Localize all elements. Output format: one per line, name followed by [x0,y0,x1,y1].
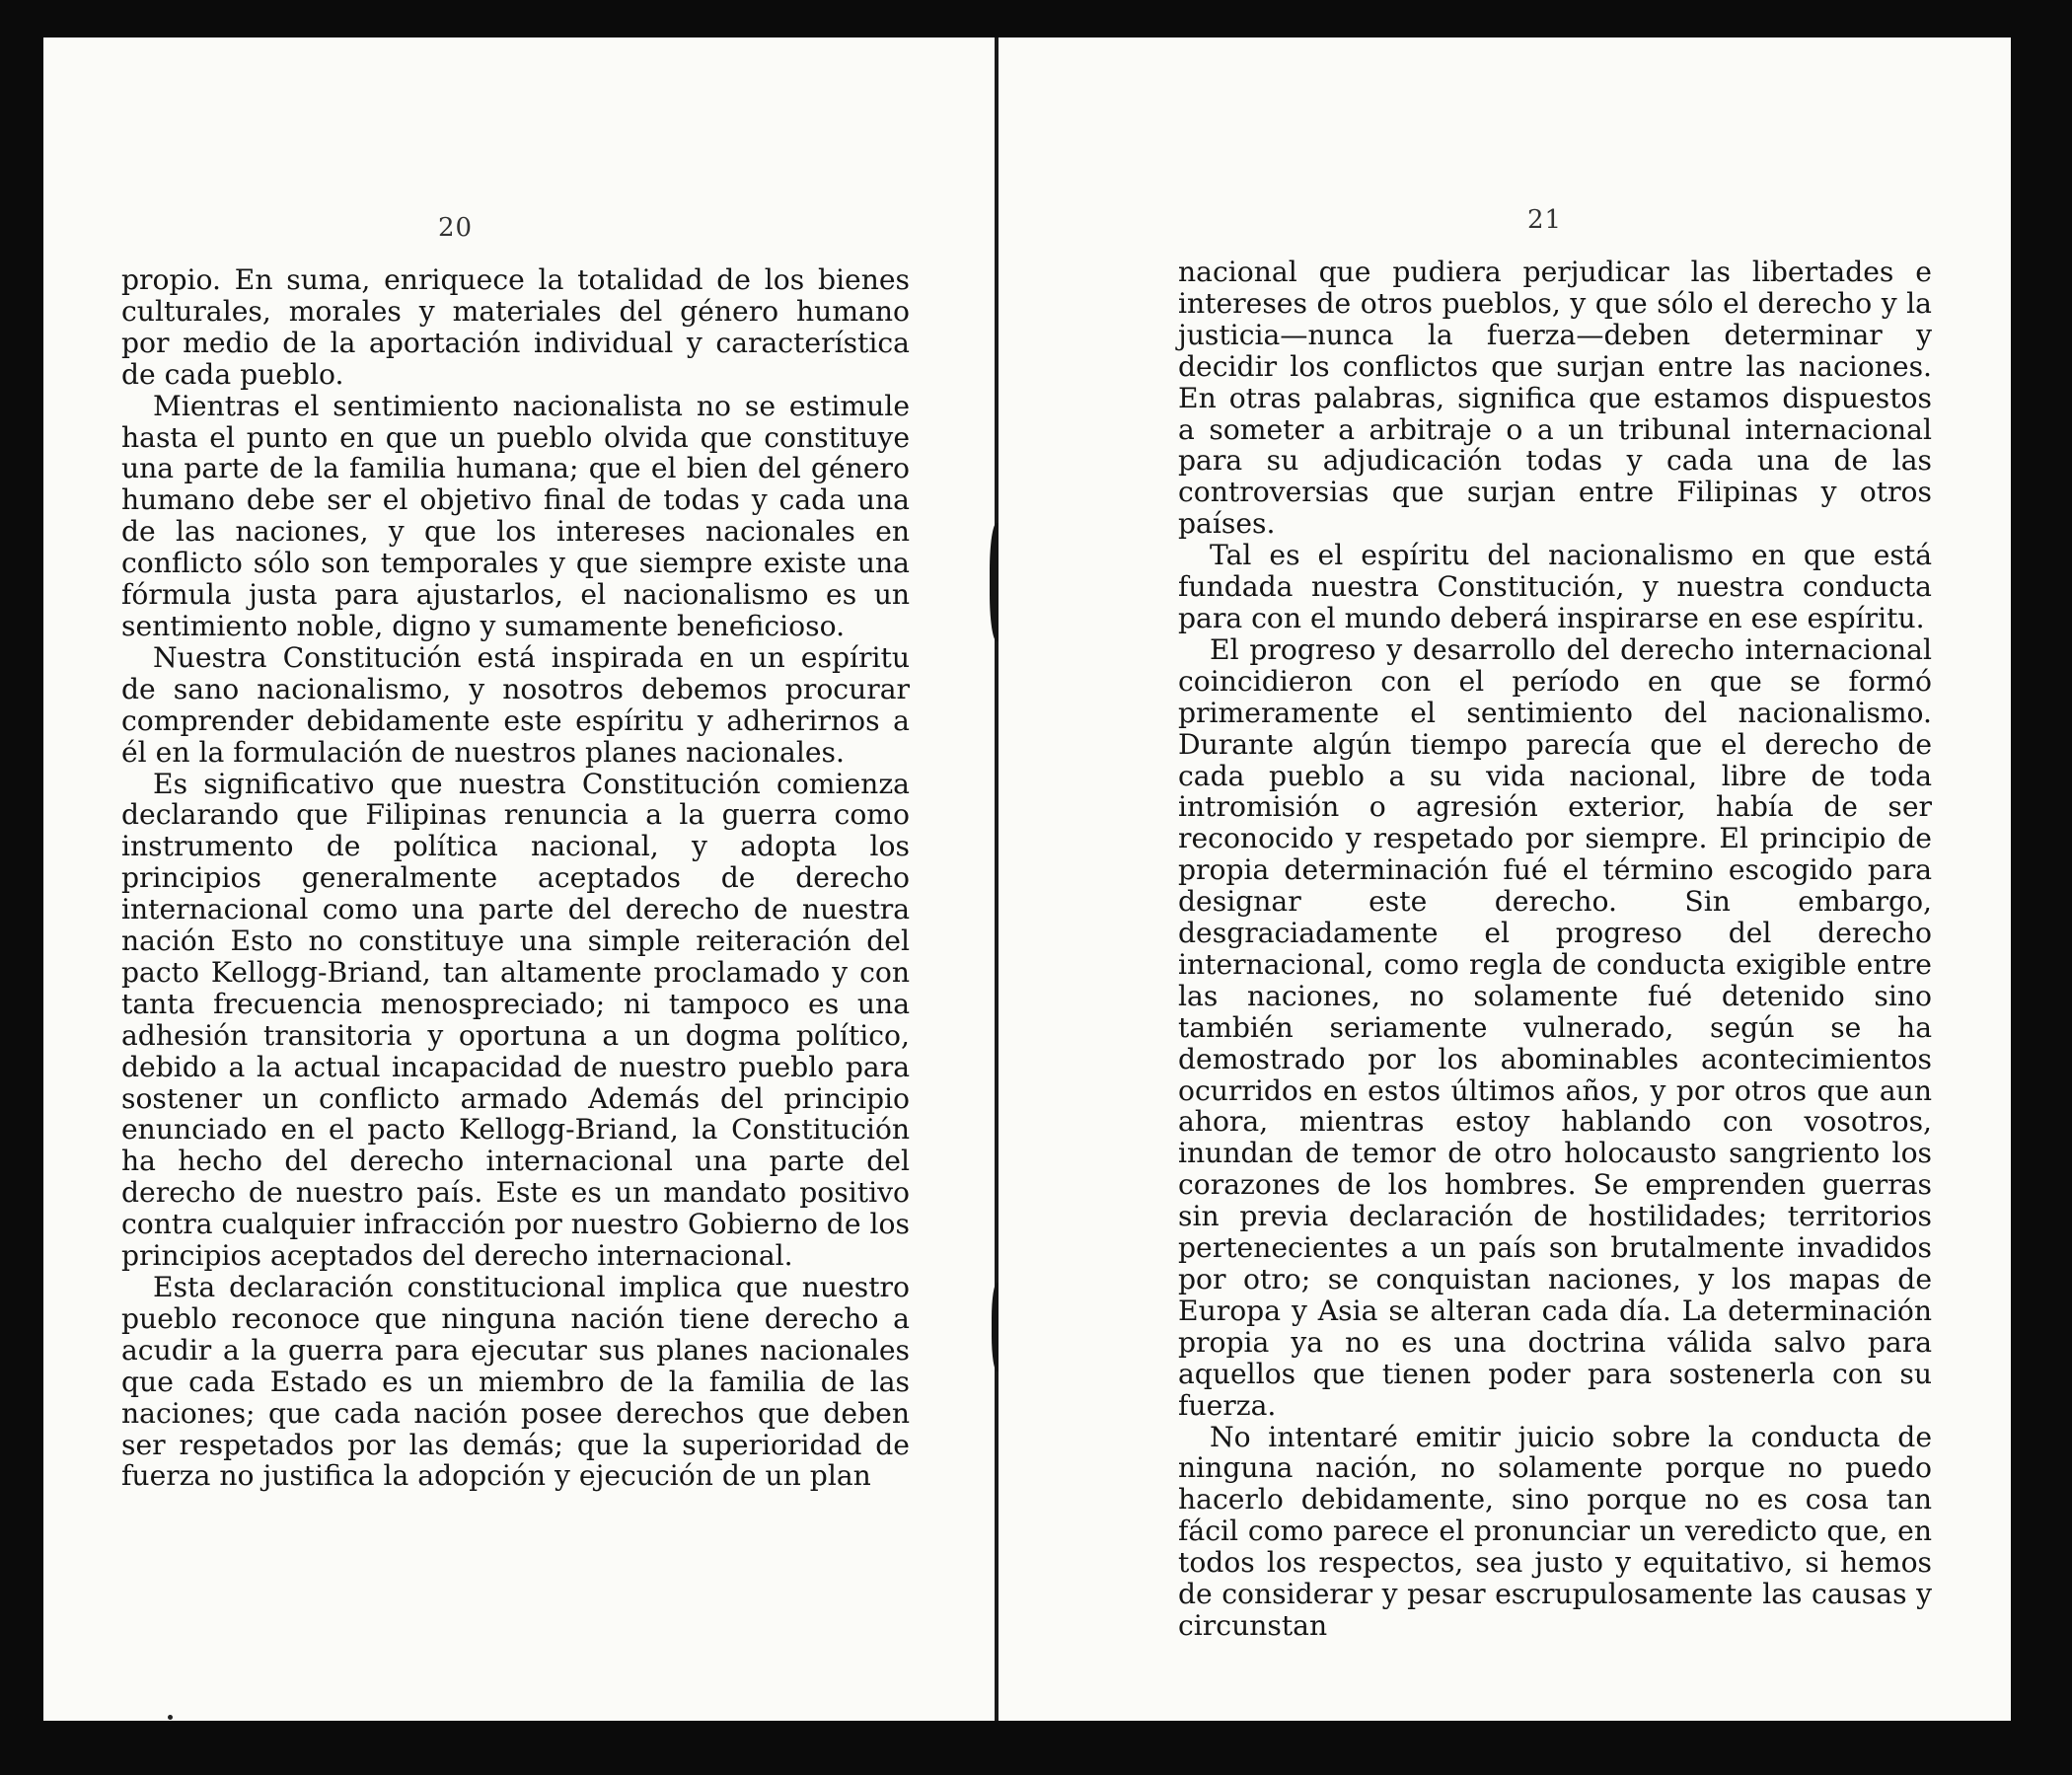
left-paragraph-1: propio. En suma, enriquece la totalidad de los bienes culturales, morales y materiales del género humano por medio de la aportación individual y característica de cada pueblo. [121,263,910,391]
right-paragraph-1: nacional que pudiera perjudicar las libertades e intereses de otros pueblos, y que sólo el derecho y la justicia—nunca la fuerza—deben determinar y decidir los conflictos que surjan entre las naciones. En otras palabras, significa que estamos dispuestos a someter a arbitraje o a un tribunal internacional para su adjudicación todas y cada una de las controversias que surjan entre Filipinas y otros países. [1178,256,1932,541]
right-page [999,37,2011,1721]
scan-speck [168,1715,173,1720]
page-number-right: 21 [1527,205,1563,235]
right-text-column [1178,257,1932,1642]
right-paragraph-4: No intentaré emitir juicio sobre la conducta de ninguna nación, no solamente porque no puedo hacerlo debidamente, sino porque no es cosa tan fácil como parece el pronunciar un veredicto que, en todos los respectos, sea justo y equitativo, si hemos de considerar y pesar escrupulosamente las causas y circunstan [1178,1420,1932,1642]
left-paragraph-5: Esta declaración constitucional implica que nuestro pueblo reconoce que ninguna nación tiene derecho a acudir a la guerra para ejecutar sus planes nacionales que cada Estado es un miembro de la familia de las naciones; que cada nación posee derechos que deben ser respetados por las demás; que la superioridad de fuerza no justifica la adopción y ejecución de un plan [121,1271,910,1493]
left-paragraph-4: Es significativo que nuestra Constitución comienza declarando que Filipinas renuncia a la guerra como instrumento de política nacional, y adopta los principios generalmente aceptados de derecho internacional como una parte del derecho de nuestra nación Esto no constituye una simple reiteración del pacto Kellogg-Briand, tan altamente proclamado y con tanta frecuencia menospreciado; ni tampoco es una adhesión transitoria y oportuna a un dogma político, debido a la actual incapacidad de nuestro pueblo para sostener un conflicto armado Además del principio enunciado en el pacto Kellogg-Briand, la Constitución ha hecho del derecho internacional una parte del derecho de nuestro país. Este es un mandato positivo contra cualquier infracción por nuestro Gobierno de los principios aceptados del derecho internacional. [121,767,910,1273]
left-paragraph-2: Mientras el sentimiento nacionalista no se estimule hasta el punto en que un pueblo olvida que constituye una parte de la familia humana; que el bien del género humano debe ser el objetivo final de todas y cada una de las naciones, y que los intereses nacionales en conflicto sólo son temporales y que siempre existe una fórmula justa para ajustarlos, el nacionalismo es un sentimiento noble, digno y sumamente beneficioso. [121,389,910,642]
left-page [43,37,999,1721]
left-paragraph-3: Nuestra Constitución está inspirada en un espíritu de sano nacionalismo, y nosotros debemos procurar comprender debidamente este espíritu y adherirnos a él en la formulación de nuestros planes nacionales. [121,640,910,769]
right-paragraph-3: El progreso y desarrollo del derecho internacional coincidieron con el período en que se formó primeramente el sentimiento del nacionalismo. Durante algún tiempo parecía que el derecho de cada pueblo a su vida nacional, libre de toda intromisión o agresión exterior, había de ser reconocido y respetado por siempre. El principio de propia determinación fué el término escogido para designar este derecho. Sin embargo, desgraciadamente el progreso del derecho internacional, como regla de conducta exigible entre las naciones, no solamente fué detenido sino también seriamente vulnerado, según se ha demostrado por los abominables acontecimientos ocurridos en estos últimos años, y por otros que aun ahora, mientras estoy hablando con vosotros, inundan de temor de otro holocausto sangriento los corazones de los hombres. Se emprenden guerras sin previa declaración de hostilidades; territorios pertenecientes a un país son brutalmente invadidos por otro; se conquistan naciones, y los mapas de Europa y Asia se alteran cada día. La determinación propia ya no es una doctrina válida salvo para aquellos que tienen poder para sostenerla con su fuerza. [1178,632,1932,1422]
left-text-column [121,264,910,1492]
page-number-left: 20 [438,213,474,243]
right-paragraph-2: Tal es el espíritu del nacionalismo en que está fundada nuestra Constitución, y nuestra conducta para con el mundo deberá inspirarse en ese espíritu. [1178,539,1932,634]
